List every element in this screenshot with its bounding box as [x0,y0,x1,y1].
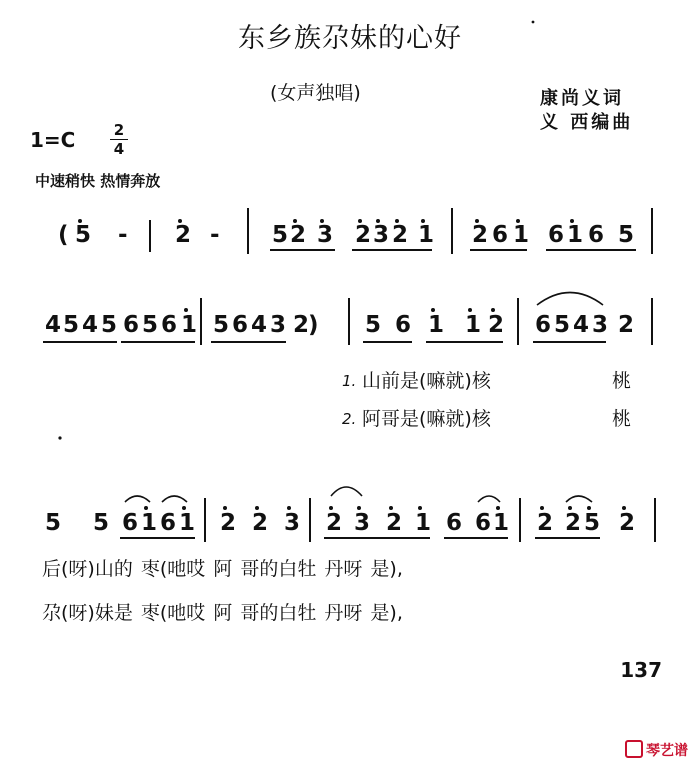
page-number: 137 [620,658,662,682]
note: 6 [446,510,463,536]
note: 6 [535,312,552,338]
note: 4 [251,312,268,338]
note: 1 [493,510,510,536]
note: 5 [618,222,635,248]
note: 2 [386,510,403,536]
slur [478,496,500,502]
verse-lyric: 山前是(嘛就)核 [362,370,491,392]
note: 2 [618,312,635,338]
note: 1 [428,312,445,338]
note: 2 [290,222,307,248]
note: 4 [82,312,99,338]
lyric-line: 尕(呀)妹是 枣(吔哎 阿 哥的白牡 丹呀 是), [42,602,403,624]
slur [125,496,150,502]
note: 6 [122,510,139,536]
note: 6 [492,222,509,248]
note: 6 [588,222,605,248]
note: 2 [392,222,409,248]
note: 3 [284,510,301,536]
note: 1 [179,510,196,536]
note: 2 [472,222,489,248]
slur [537,293,603,306]
note: 5 [45,510,62,536]
note: 5 [142,312,159,338]
note: - [118,222,128,248]
note: 2 [175,222,192,248]
song-title: 东乡族尕妹的心好 [238,23,462,54]
note: 3 [373,222,390,248]
time-signature-top: 2 [113,121,125,139]
watermark-logo [625,740,688,760]
stray-mark [58,436,61,439]
note: 3 [592,312,609,338]
note: 3 [354,510,371,536]
note: 6 [395,312,412,338]
note: 6 [232,312,249,338]
verse-lyric-tail: 桃 [612,408,632,430]
note: 1 [513,222,530,248]
note: 2 [619,510,636,536]
octave-dots [78,219,626,510]
note: 2 [565,510,582,536]
watermark-text: 琴艺谱 [646,743,688,759]
note: 5 [584,510,601,536]
note: 1 [181,312,198,338]
note: 1 [415,510,432,536]
note: ) [308,312,319,338]
note: 6 [161,312,178,338]
note: 6 [123,312,140,338]
note: 2 [293,312,310,338]
note: 6 [160,510,177,536]
lyric-line: 后(呀)山的 枣(吔哎 阿 哥的白牡 丹呀 是), [42,558,403,580]
lyricist-credit: 康尚义词 [540,88,624,109]
note: - [210,222,220,248]
note: 5 [75,222,92,248]
note: 1 [141,510,158,536]
slur [162,496,187,502]
tempo-marking: 中速稍快 热情奔放 [35,172,161,190]
note: ( [58,222,69,248]
logo-icon [625,740,643,758]
note: 2 [220,510,237,536]
note: 5 [554,312,571,338]
note: 6 [475,510,492,536]
note: 3 [317,222,334,248]
note: 2 [326,510,343,536]
time-signature-bottom: 4 [113,140,125,158]
note: 3 [270,312,287,338]
slur [566,496,592,502]
verse-lyric-tail: 桃 [612,370,632,392]
note: 5 [365,312,382,338]
note: 5 [213,312,230,338]
note: 5 [101,312,118,338]
note: 2 [355,222,372,248]
note: 5 [93,510,110,536]
song-subtitle: (女声独唱) [270,82,361,104]
note: 1 [567,222,584,248]
verse-lyric: 阿哥是(嘛就)核 [362,408,491,430]
beam-underlines [43,250,636,538]
slur [331,487,362,496]
note: 2 [252,510,269,536]
note: 1 [418,222,435,248]
note: 6 [548,222,565,248]
note: 5 [63,312,80,338]
stray-mark [532,21,535,24]
note: 1 [465,312,482,338]
note: 4 [45,312,62,338]
note: 2 [537,510,554,536]
note: 5 [272,222,289,248]
verse-number: 2. [342,410,357,428]
note: 4 [573,312,590,338]
composer-credit: 义 西编曲 [540,112,634,133]
note: 2 [488,312,505,338]
verse-number: 1. [342,372,357,390]
key-signature: 1=C [30,128,76,152]
